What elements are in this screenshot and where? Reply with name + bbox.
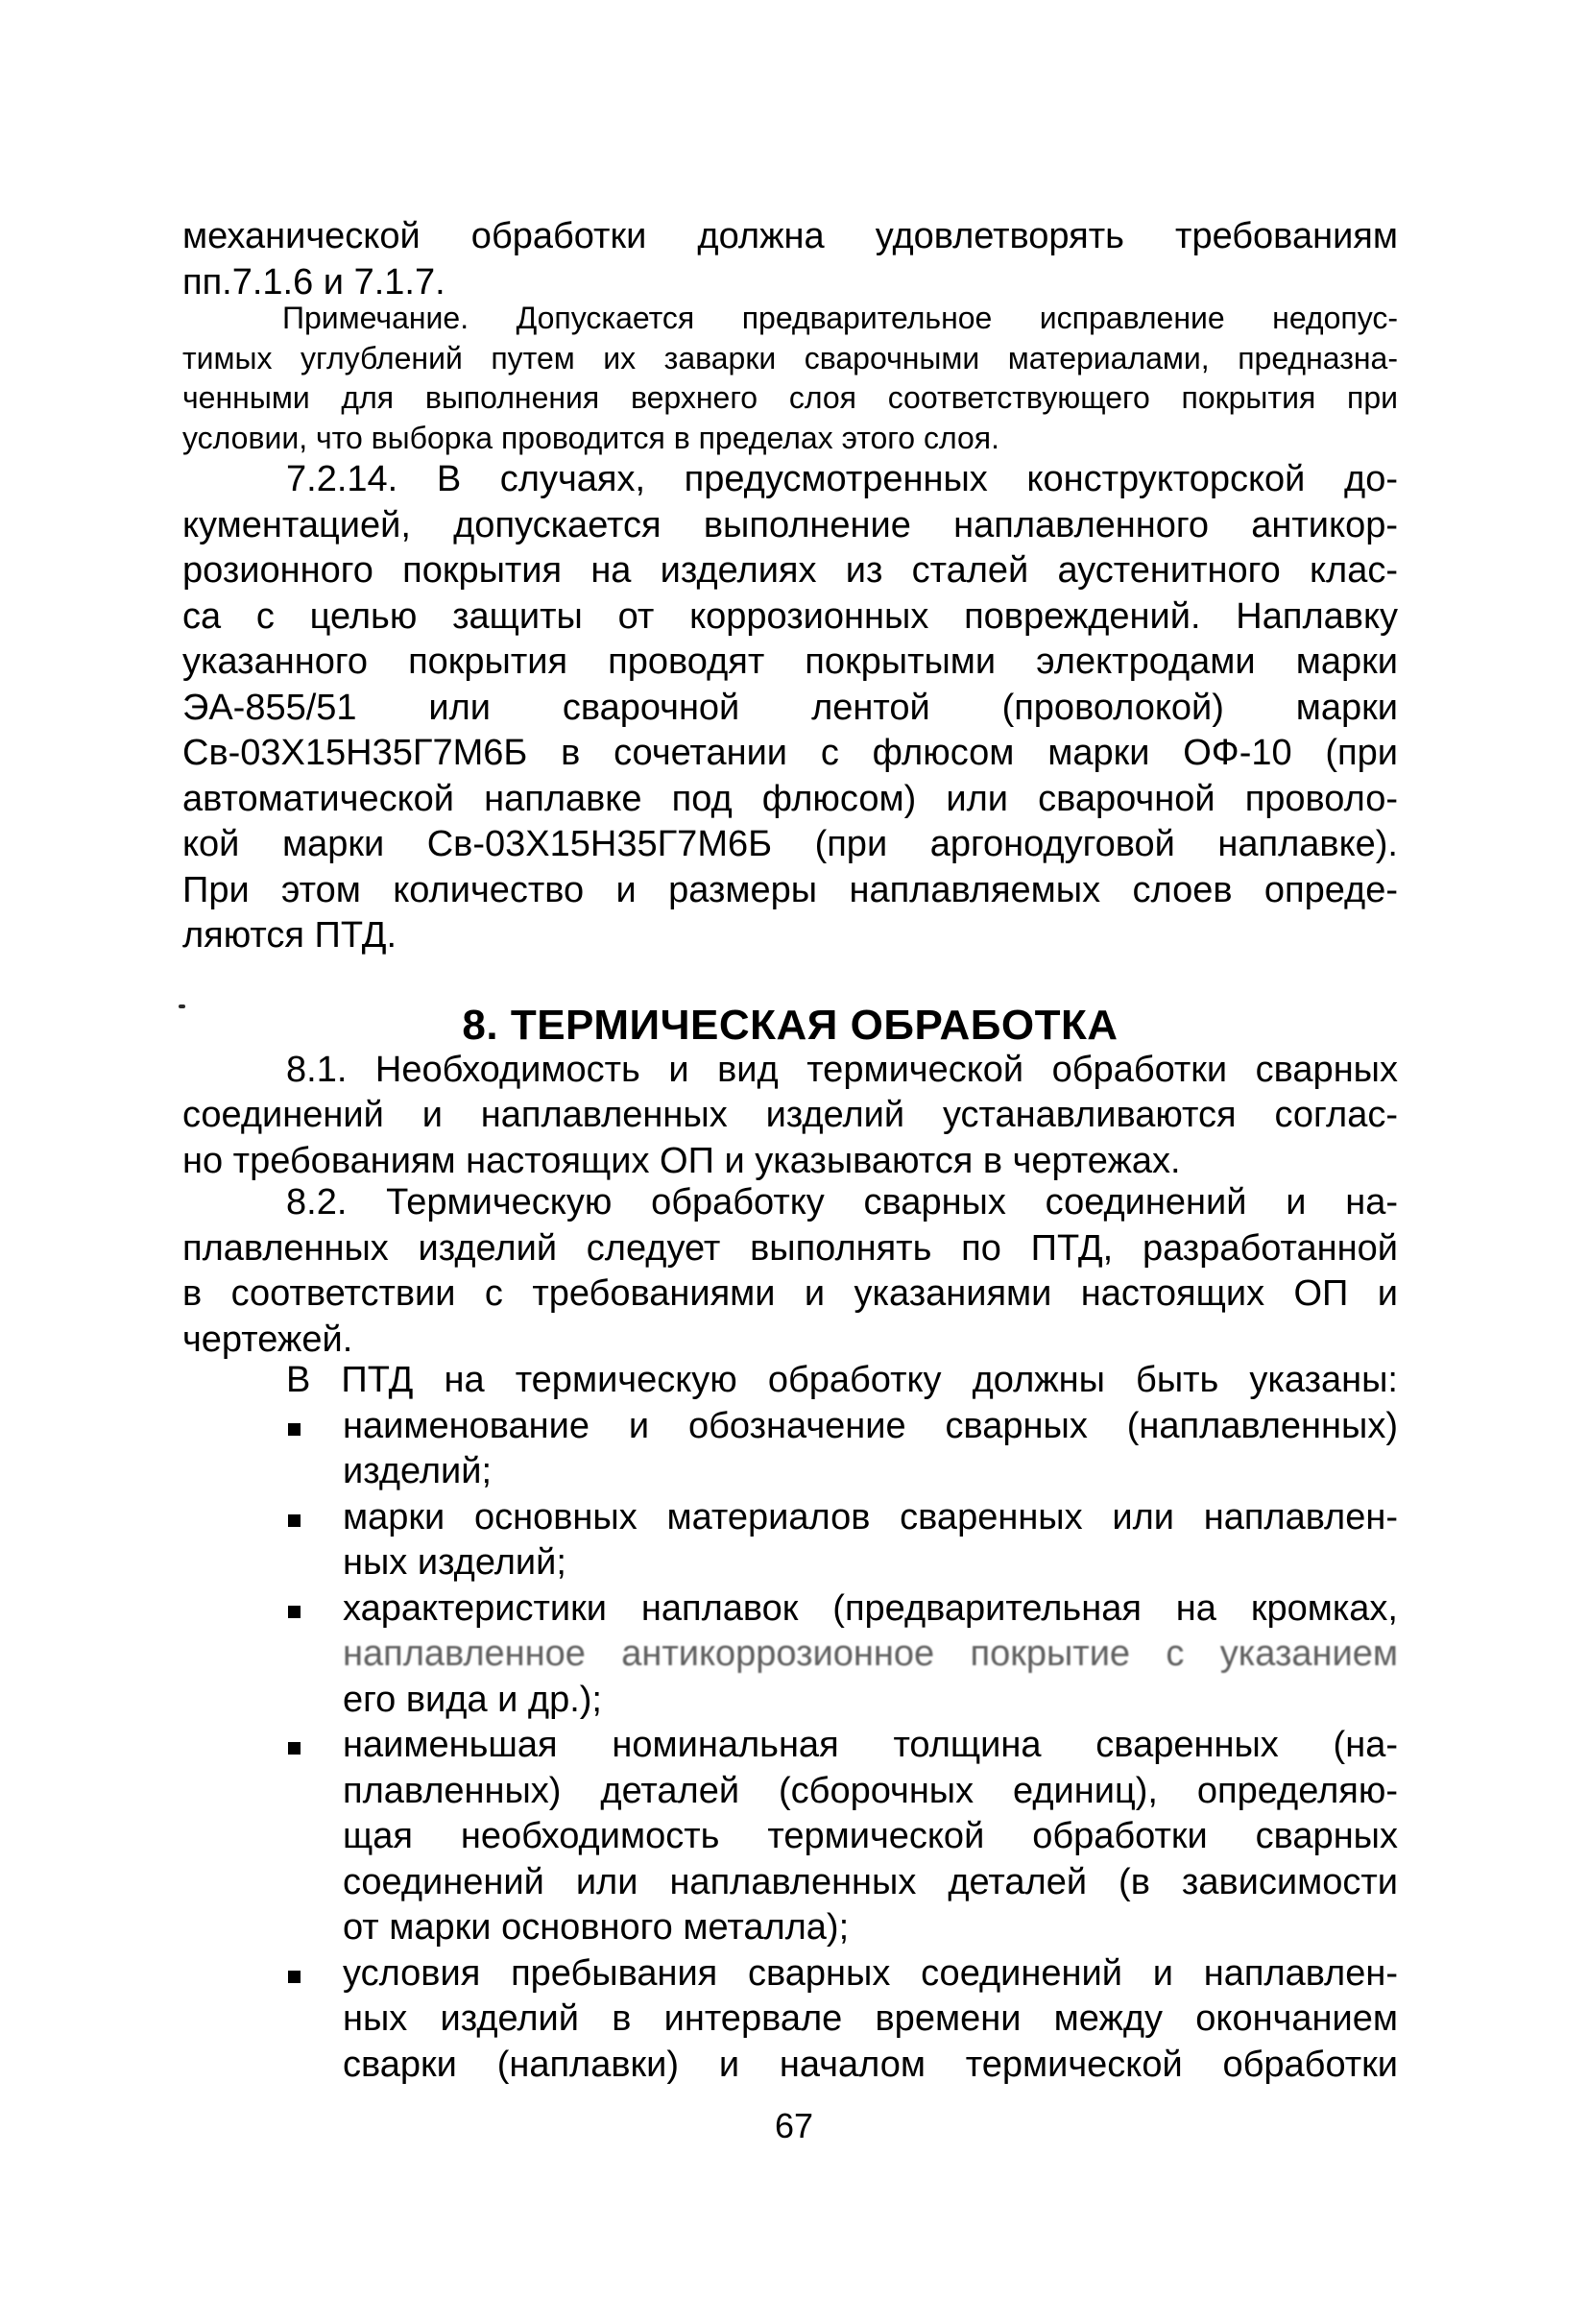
bullet-item-characteristics bbox=[182, 1586, 1398, 1724]
bullet-item-thickness bbox=[182, 1723, 1398, 1951]
bullet-item-materials bbox=[182, 1495, 1398, 1586]
para-7-2-14 bbox=[182, 457, 1398, 959]
text-line: от марки основного металла); bbox=[343, 1907, 850, 1948]
document-body bbox=[182, 0, 1398, 2088]
text-line: плавленных изделий следует выполнять по ПТД, разработанной bbox=[182, 1227, 1398, 1269]
section-8-heading: 8. ТЕРМИЧЕСКАЯ ОБРАБОТКА bbox=[462, 1001, 1119, 1049]
text-line: условии, что выборка проводится в пределах этого слоя. bbox=[182, 420, 999, 455]
text-line: 7.2.14. В случаях, предусмотренных конструкторской до- bbox=[286, 459, 1398, 499]
text-line: наплавленное антикоррозионное покрытие с указанием bbox=[343, 1634, 1398, 1674]
text-line: механической обработки должна удовлетворять требованиям bbox=[182, 216, 1398, 256]
text-line: указанного покрытия проводят покрытыми электродами марки bbox=[182, 642, 1398, 682]
bullet-square-icon bbox=[288, 1606, 301, 1618]
text-line: кументацией, допускается выполнение наплавленного антикор- bbox=[182, 504, 1398, 545]
bullet-square-icon bbox=[288, 1971, 301, 1983]
text-line: соединений и наплавленных изделий устанавливаются соглас- bbox=[182, 1095, 1398, 1135]
text-line: автоматической наплавке под флюсом) или сварочной проволо- bbox=[182, 778, 1398, 819]
text-line: ных изделий в интервале времени между окончанием bbox=[343, 1998, 1398, 2039]
bullet-square-icon bbox=[288, 1423, 301, 1436]
text-line: плавленных) деталей (сборочных единиц), определяю- bbox=[343, 1770, 1398, 1811]
text-line: его вида и др.); bbox=[343, 1679, 602, 1720]
scan-speck bbox=[179, 1005, 185, 1008]
text-line: ляются ПТД. bbox=[182, 915, 397, 956]
text-line: но требованиям настоящих ОП и указываются в чертежах. bbox=[182, 1140, 1181, 1181]
para-8-1 bbox=[182, 1048, 1398, 1185]
text-line: наименьшая номинальная толщина сваренных (на- bbox=[343, 1725, 1398, 1765]
text-line: изделий; bbox=[343, 1451, 493, 1491]
text-line: тимых углублений путем их заварки сварочными материалами, предназна- bbox=[182, 340, 1398, 375]
text-line: характеристики наплавок (предварительная на кромках, bbox=[343, 1587, 1398, 1629]
bullet-square-icon bbox=[288, 1514, 301, 1527]
text-line: кой марки Св-03Х15Н35Г7М6Б (при аргонодуговой наплавке). bbox=[182, 824, 1398, 864]
text-line: условия пребывания сварных соединений и наплавлен- bbox=[343, 1952, 1398, 1994]
text-line: ченными для выполнения верхнего слоя соответствующего покрытия при bbox=[182, 380, 1398, 415]
text-line: в соответствии с требованиями и указаниями настоящих ОП и bbox=[182, 1273, 1398, 1314]
bullet-item-conditions bbox=[182, 1951, 1398, 2089]
note-paragraph bbox=[182, 299, 1398, 458]
text-line: щая необходимость термической обработки сварных bbox=[343, 1816, 1398, 1856]
text-line: Примечание. Допускается предварительное исправление недопус- bbox=[282, 301, 1398, 335]
text-line: соединений или наплавленных деталей (в зависимости bbox=[343, 1861, 1398, 1902]
bullet-square-icon bbox=[288, 1742, 301, 1755]
text-line: марки основных материалов сваренных или наплавлен- bbox=[343, 1496, 1398, 1537]
para-8-2 bbox=[182, 1180, 1398, 1363]
text-line: В ПТД на термическую обработку должны быть указаны: bbox=[286, 1360, 1398, 1400]
text-line: ЭА-855/51 или сварочной лентой (проволокой) марки bbox=[182, 687, 1398, 728]
text-line: наименование и обозначение сварных (наплавленных) bbox=[343, 1405, 1398, 1446]
para-ptd-intro bbox=[182, 1358, 1398, 1404]
text-line: пп.7.1.6 и 7.1.7. bbox=[182, 261, 445, 303]
text-line: са с целью защиты от коррозионных повреждений. Наплавку bbox=[182, 595, 1398, 637]
text-line: Св-03Х15Н35Г7М6Б в сочетании с флюсом марки ОФ-10 (при bbox=[182, 733, 1398, 773]
text-line: 8.2. Термическую обработку сварных соединений и на- bbox=[286, 1182, 1398, 1223]
text-line: розионного покрытия на изделиях из сталей аустенитного клас- bbox=[182, 550, 1398, 591]
text-line: При этом количество и размеры наплавляемых слоев опреде- bbox=[182, 869, 1398, 910]
text-line: 8.1. Необходимость и вид термической обработки сварных bbox=[286, 1049, 1398, 1090]
text-line: чертежей. bbox=[182, 1319, 353, 1360]
para-mechanical-continuation bbox=[182, 214, 1398, 305]
text-line: сварки (наплавки) и началом термической обработки bbox=[343, 2044, 1398, 2085]
text-line: ных изделий; bbox=[343, 1542, 566, 1583]
bullet-item-naming bbox=[182, 1404, 1398, 1495]
page-number: 67 bbox=[774, 2106, 814, 2145]
